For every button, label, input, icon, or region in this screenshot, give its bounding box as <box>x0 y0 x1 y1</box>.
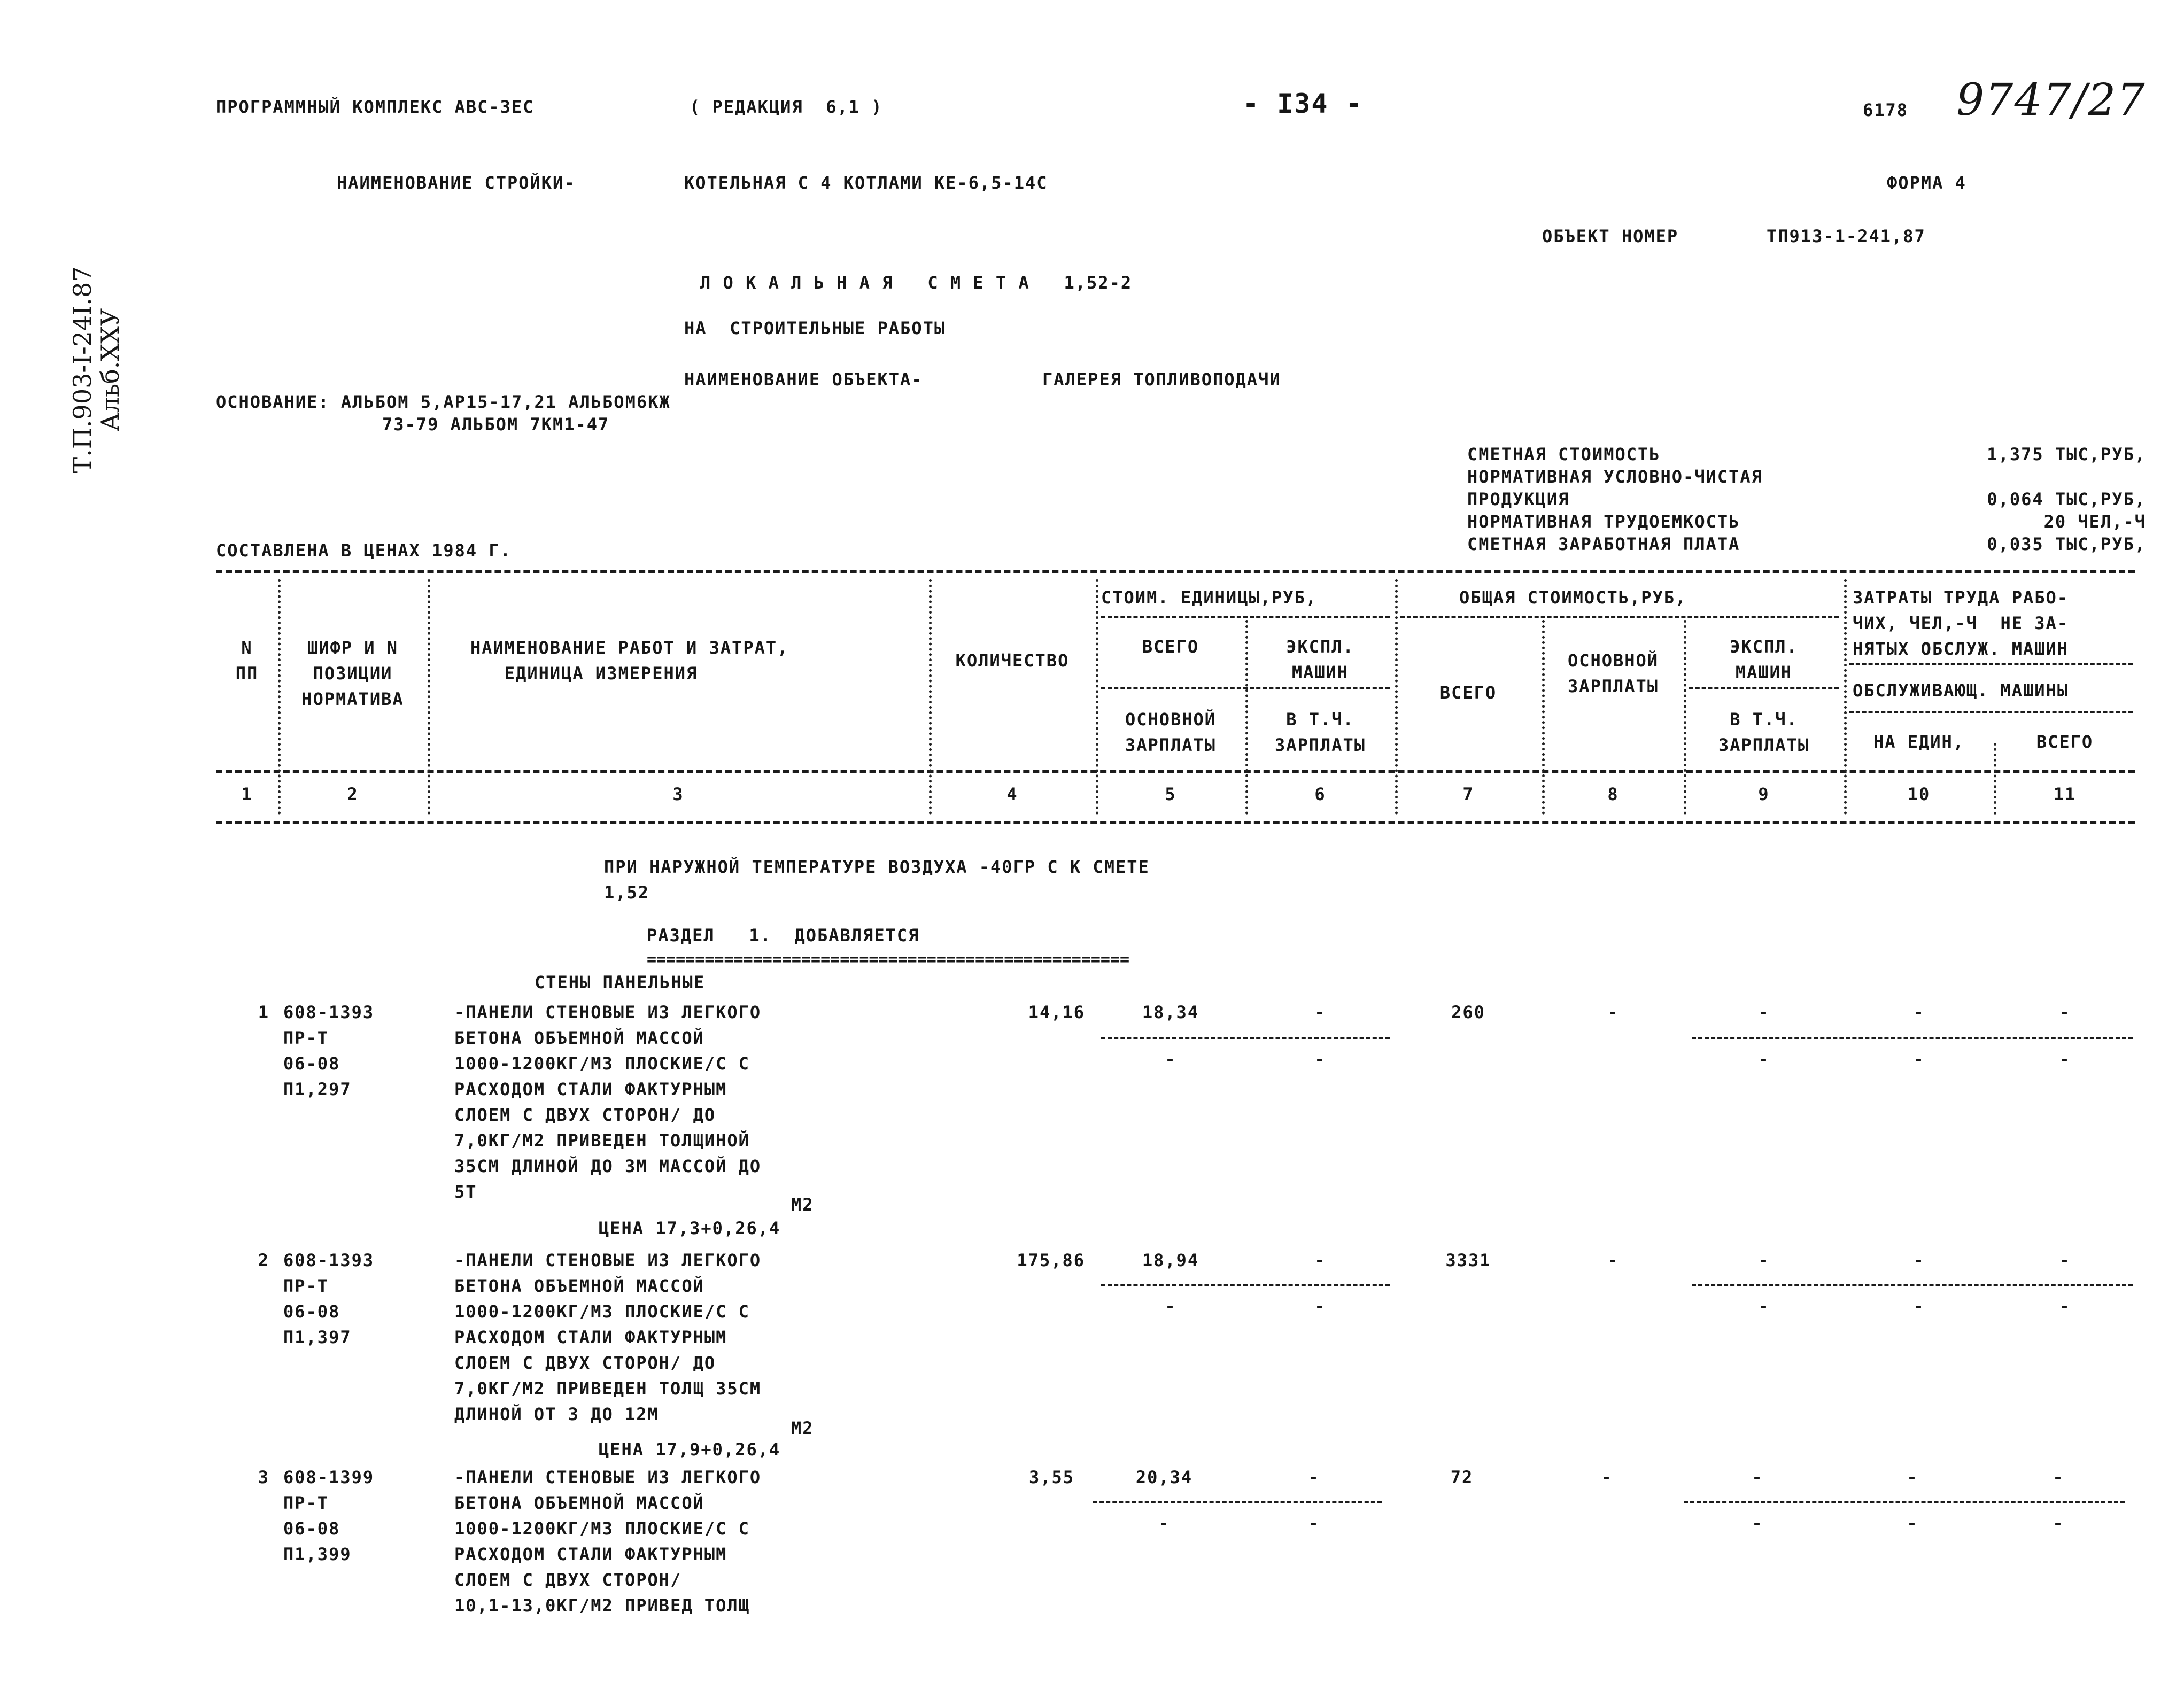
column-number: 8 <box>1607 784 1619 804</box>
summary-label: СМЕТНАЯ СТОИМОСТЬ <box>1467 444 1661 464</box>
row-labor-total: - <box>2059 1250 2071 1270</box>
table-colnum-rule <box>216 821 2135 824</box>
basis-line-2: 73-79 АЛЬБОМ 7КМ1-47 <box>382 414 610 435</box>
header-unit-cost: СТОИМ. ЕДИНИЦЫ,РУБ, <box>1101 587 1318 608</box>
summary-label: НОРМАТИВНАЯ УСЛОВНО-ЧИСТАЯ <box>1467 467 1763 487</box>
doc-code: 6178 <box>1863 100 1909 120</box>
row-number: 2 <box>258 1250 269 1270</box>
row-unit-incl-wage: - <box>1314 1049 1326 1069</box>
object-number: ТП913-1-241,87 <box>1767 226 1926 246</box>
header-subrule <box>1101 616 1390 618</box>
row-unit-machines: - <box>1308 1467 1320 1487</box>
row-total-base-wage: - <box>1607 1002 1619 1022</box>
header-quantity: КОЛИЧЕСТВО <box>955 650 1070 671</box>
header-subrule <box>1849 663 2133 665</box>
row-unit: М2 <box>791 1418 814 1438</box>
column-number: 1 <box>241 784 253 804</box>
subsection-title: СТЕНЫ ПАНЕЛЬНЫЕ <box>535 972 705 993</box>
row-machine-total: - <box>2053 1513 2064 1533</box>
column-number: 5 <box>1165 784 1176 804</box>
column-number: 10 <box>1907 784 1931 804</box>
summary-label: ПРОДУКЦИЯ <box>1467 489 1570 509</box>
summary-label: СМЕТНАЯ ЗАРАБОТНАЯ ПЛАТА <box>1467 534 1740 554</box>
row-total-machines: - <box>1758 1250 1770 1270</box>
row-unit-total: 18,34 <box>1142 1002 1199 1022</box>
page-number: - I34 - <box>1243 88 1363 119</box>
row-quantity: 3,55 <box>1028 1467 1074 1487</box>
row-subrule <box>1093 1501 1382 1503</box>
header-subrule <box>1689 687 1839 689</box>
object-name-label: НАИМЕНОВАНИЕ ОБЪЕКТА- <box>684 369 923 390</box>
header-labor-per-unit: НА ЕДИН, <box>1873 732 1965 752</box>
column-divider <box>1844 579 1847 815</box>
row-labor-unit: - <box>1913 1002 1925 1022</box>
section-rule: ================================================== <box>647 950 1130 969</box>
row-unit-incl-wage: - <box>1308 1513 1320 1533</box>
summary-value: 0,064 ТЫС,РУБ, <box>1987 489 2146 509</box>
header-labor-total: ВСЕГО <box>2036 732 2094 752</box>
summary-value: 20 ЧЕЛ,-Ч <box>2043 511 2146 532</box>
header-total-cost: ОБЩАЯ СТОИМОСТЬ,РУБ, <box>1459 587 1687 608</box>
conditions-note: ПРИ НАРУЖНОЙ ТЕМПЕРАТУРЕ ВОЗДУХА -40ГР С К СМЕТЕ 1,52 <box>604 857 1150 903</box>
row-machine-unit: - <box>1913 1296 1925 1316</box>
row-unit: М2 <box>791 1195 814 1215</box>
row-unit-base-wage: - <box>1165 1296 1176 1316</box>
row-price: ЦЕНА 17,9+0,26,4 <box>599 1439 781 1460</box>
form-label: ФОРМА 4 <box>1887 173 1966 193</box>
object-name: ГАЛЕРЕЯ ТОПЛИВОПОДАЧИ <box>1042 369 1281 390</box>
column-number: 2 <box>347 784 359 804</box>
row-unit-base-wage: - <box>1165 1049 1176 1069</box>
summary-value: 1,375 ТЫС,РУБ, <box>1987 444 2146 464</box>
row-number: 1 <box>258 1002 269 1022</box>
header-labor: ЗАТРАТЫ ТРУДА РАБО- ЧИХ, ЧЕЛ,-Ч НЕ ЗА- НЯТЫХ ОБСЛУЖ. МАШИН <box>1853 587 2069 659</box>
column-number: 11 <box>2053 784 2077 804</box>
row-code: 608-1393 ПР-Т 06-08 П1,297 <box>283 1002 375 1099</box>
header-subrule <box>1101 687 1390 689</box>
row-total: 72 <box>1450 1467 1474 1487</box>
column-divider <box>428 579 430 815</box>
row-machine-unit: - <box>1913 1049 1925 1069</box>
side-stamp <box>68 258 124 482</box>
row-code: 608-1399 ПР-Т 06-08 П1,399 <box>283 1467 375 1564</box>
header-unit-machines: ЭКСПЛ. МАШИН <box>1286 637 1354 683</box>
row-labor-unit: - <box>1913 1250 1925 1270</box>
column-number: 3 <box>672 784 684 804</box>
header-work-name: НАИМЕНОВАНИЕ РАБОТ И ЗАТРАТ, ЕДИНИЦА ИЗМЕРЕНИЯ <box>470 638 789 684</box>
construction-name: КОТЕЛЬНАЯ С 4 КОТЛАМИ КЕ-6,5-14С <box>684 173 1048 193</box>
column-number: 4 <box>1006 784 1018 804</box>
row-machine-total: - <box>2059 1049 2071 1069</box>
header-row-number: N ПП <box>235 638 259 684</box>
row-subrule <box>1101 1037 1390 1039</box>
handwritten-number: 9747/27 <box>1956 75 2146 126</box>
side-stamp-line2: Альб.XXУ <box>96 308 125 432</box>
row-number: 3 <box>258 1467 269 1487</box>
row-subrule <box>1692 1037 2133 1039</box>
row-name: -ПАНЕЛИ СТЕНОВЫЕ ИЗ ЛЕГКОГО БЕТОНА ОБЪЕМНОЙ МАССОЙ 1000-1200КГ/М3 ПЛОСКИЕ/С С РАСХОДОМ СТАЛИ ФАКТУРНЫМ СЛОЕМ С ДВУХ СТОРОН/ 10,1-13,0КГ/М2 ПРИВЕД ТОЛЩ <box>454 1467 762 1616</box>
header-subrule <box>1400 616 1839 618</box>
row-price: ЦЕНА 17,3+0,26,4 <box>599 1218 781 1238</box>
side-stamp-line1: Т.П.903-I-24I.87 <box>68 266 97 474</box>
row-total-incl-wage: - <box>1758 1296 1770 1316</box>
row-unit-machines: - <box>1314 1002 1326 1022</box>
row-subrule <box>1101 1284 1390 1286</box>
construction-label: НАИМЕНОВАНИЕ СТРОЙКИ- <box>337 173 576 193</box>
row-unit-total: 20,34 <box>1135 1467 1193 1487</box>
row-total-machines: - <box>1752 1467 1763 1487</box>
header-subrule <box>1849 711 2133 713</box>
row-total-base-wage: - <box>1607 1250 1619 1270</box>
edition: ( РЕДАКЦИЯ 6,1 ) <box>690 97 883 117</box>
header-unit-incl-wage: В Т.Ч. ЗАРПЛАТЫ <box>1274 709 1366 755</box>
summary-label: НОРМАТИВНАЯ ТРУДОЕМКОСТЬ <box>1467 511 1740 532</box>
row-total-incl-wage: - <box>1758 1049 1770 1069</box>
column-divider <box>1096 579 1098 815</box>
row-unit-total: 18,94 <box>1142 1250 1199 1270</box>
header-total-machines: ЭКСПЛ. МАШИН <box>1730 637 1798 683</box>
basis-line-1: ОСНОВАНИЕ: АЛЬБОМ 5,АР15-17,21 АЛЬБОМ6КЖ <box>216 392 671 412</box>
row-machine-unit: - <box>1907 1513 1918 1533</box>
program-name: ПРОГРАММНЫЙ КОМПЛЕКС АВС-ЗЕС <box>216 97 535 117</box>
column-divider <box>929 579 932 815</box>
row-unit-base-wage: - <box>1158 1513 1170 1533</box>
row-subrule <box>1692 1284 2133 1286</box>
header-total-all: ВСЕГО <box>1439 683 1497 703</box>
prices-note: СОСТАВЛЕНА В ЦЕНАХ 1984 Г. <box>216 540 512 561</box>
row-unit-incl-wage: - <box>1314 1296 1326 1316</box>
row-quantity: 14,16 <box>1028 1002 1085 1022</box>
row-total-base-wage: - <box>1601 1467 1613 1487</box>
row-name: -ПАНЕЛИ СТЕНОВЫЕ ИЗ ЛЕГКОГО БЕТОНА ОБЪЕМНОЙ МАССОЙ 1000-1200КГ/М3 ПЛОСКИЕ/С С РАСХОДОМ СТАЛИ ФАКТУРНЫМ СЛОЕМ С ДВУХ СТОРОН/ ДО 7,0КГ/М2 ПРИВЕДЕН ТОЛЩ 35СМ ДЛИНОЙ ОТ 3 ДО 12М <box>454 1250 762 1424</box>
estimate-title: Л О К А Л Ь Н А Я С М Е Т А 1,52-2 <box>700 273 1133 293</box>
row-total-incl-wage: - <box>1752 1513 1763 1533</box>
header-total-base-wage: ОСНОВНОЙ ЗАРПЛАТЫ <box>1567 650 1659 696</box>
header-unit-total: ВСЕГО <box>1142 637 1199 657</box>
table-header-rule <box>216 770 2135 773</box>
row-labor-total: - <box>2053 1467 2064 1487</box>
row-subrule <box>1684 1501 2125 1503</box>
row-name: -ПАНЕЛИ СТЕНОВЫЕ ИЗ ЛЕГКОГО БЕТОНА ОБЪЕМНОЙ МАССОЙ 1000-1200КГ/М3 ПЛОСКИЕ/С С РАСХОДОМ СТАЛИ ФАКТУРНЫМ СЛОЕМ С ДВУХ СТОРОН/ ДО 7,0КГ/М2 ПРИВЕДЕН ТОЛЩИНОЙ 35СМ ДЛИНОЙ ДО 3М МАССОЙ ДО 5Т <box>454 1002 762 1202</box>
row-code: 608-1393 ПР-Т 06-08 П1,397 <box>283 1250 375 1347</box>
header-total-incl-wage: В Т.Ч. ЗАРПЛАТЫ <box>1718 709 1810 755</box>
table-top-rule <box>216 570 2135 573</box>
row-total-machines: - <box>1758 1002 1770 1022</box>
row-labor-unit: - <box>1907 1467 1918 1487</box>
row-total: 260 <box>1451 1002 1485 1022</box>
row-unit-machines: - <box>1314 1250 1326 1270</box>
header-labor-machines: ОБСЛУЖИВАЮЩ. МАШИНЫ <box>1853 680 2069 701</box>
section-title: РАЗДЕЛ 1. ДОБАВЛЯЕТСЯ <box>647 925 920 945</box>
row-total: 3331 <box>1445 1250 1491 1270</box>
header-code: ШИФР И N ПОЗИЦИИ НОРМАТИВА <box>301 638 404 709</box>
row-labor-total: - <box>2059 1002 2071 1022</box>
summary-value: 0,035 ТЫС,РУБ, <box>1987 534 2146 554</box>
estimate-subtitle: НА СТРОИТЕЛЬНЫЕ РАБОТЫ <box>684 318 946 338</box>
row-quantity: 175,86 <box>1017 1250 1085 1270</box>
object-label: ОБЪЕКТ НОМЕР <box>1542 226 1679 246</box>
header-unit-base-wage: ОСНОВНОЙ ЗАРПЛАТЫ <box>1125 709 1217 755</box>
row-machine-total: - <box>2059 1296 2071 1316</box>
column-number: 7 <box>1462 784 1474 804</box>
column-number: 9 <box>1758 784 1770 804</box>
column-number: 6 <box>1314 784 1326 804</box>
